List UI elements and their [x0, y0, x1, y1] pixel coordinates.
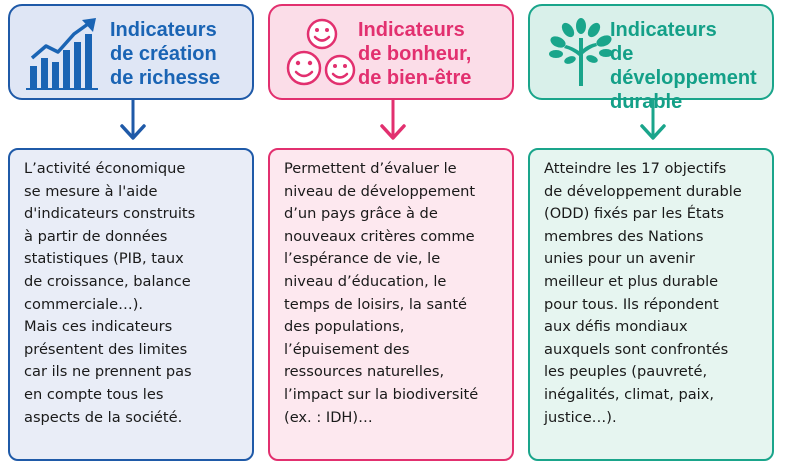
description-text: Atteindre les 17 objectifs de développement durable (ODD) fixés par les États membres des Nations unies pour un avenir meilleur et plus durable pour tous. Ils répondent aux défis mondiaux auxquels sont confrontés les peuples (pauvreté, inégalités, climat, paix, justice…).: [544, 160, 742, 426]
down-arrow-icon: [373, 100, 413, 148]
description-box-wellbeing: [268, 148, 514, 461]
indicator-column-wellbeing: [268, 0, 518, 472]
smiley-faces-icon: [282, 16, 362, 92]
indicator-column-wealth: [8, 0, 258, 472]
header-title: Indicateurs de création de richesse: [110, 19, 221, 89]
indicator-column-sustainable: [528, 0, 778, 472]
header-title: Indicateurs de bonheur, de bien-être: [358, 19, 472, 89]
growth-chart-icon: [22, 16, 102, 92]
description-text: Permettent d’évaluer le niveau de développement d’un pays grâce à de nouveaux critères comme l’espérance de vie, le niveau d’éducation, le temps de loisirs, la santé des populations, l’épuisement des ressources naturelles, l’impact sur la biodiversité (ex. : IDH)…: [284, 160, 479, 426]
header-box-wealth: [8, 4, 254, 100]
description-box-wealth: [8, 148, 254, 461]
header-title: Indicateurs de développement durable: [610, 19, 757, 113]
header-box-wellbeing: [268, 4, 514, 100]
header-box-sustainable: [528, 4, 774, 113]
description-text: L’activité économique se mesure à l'aide d'indicateurs construits à partir de données statistiques (PIB, taux de croissance, balance commerciale…). Mais ces indicateurs présentent des limites car ils ne prennent pas en compte tous les aspects de la société.: [24, 160, 196, 426]
down-arrow-icon: [113, 100, 153, 148]
down-arrow-icon: [633, 100, 673, 148]
description-box-sustainable: [528, 148, 774, 461]
